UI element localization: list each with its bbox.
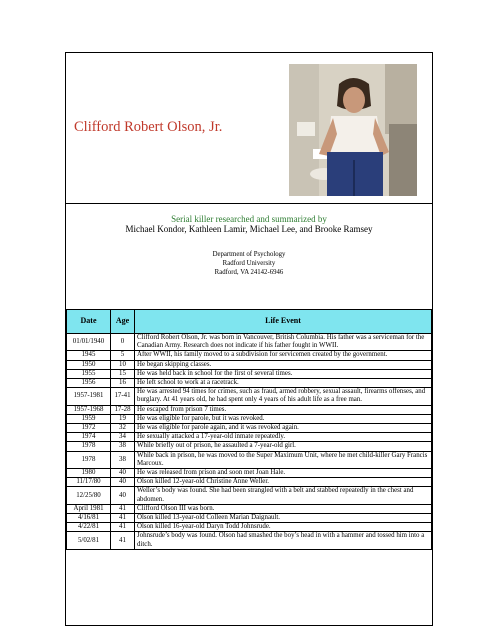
age-cell: 38 [111, 451, 135, 468]
table-row [67, 451, 432, 468]
table-row [67, 379, 432, 388]
date-cell: 1950 [67, 360, 111, 369]
date-cell: 5/02/81 [67, 532, 111, 549]
date-cell: 11/17/80 [67, 478, 111, 487]
subtitle: Serial killer researched and summarized by [171, 214, 327, 224]
table-row [67, 442, 432, 451]
event-cell: He escaped from prison 7 times. [135, 405, 432, 414]
date-cell: 1980 [67, 469, 111, 478]
age-cell: 0 [111, 334, 135, 351]
table-row [67, 469, 432, 478]
event-cell: He began skipping classes. [135, 360, 432, 369]
event-cell: He was arrested 94 times for crimes, such as fraud, armed robbery, sexual assault, firearms offenses, and burglary. At 41 years old, he had spent only 4 years of his adult life as a free man. [135, 388, 432, 405]
age-cell: 15 [111, 369, 135, 378]
table-row [67, 532, 432, 549]
authors: Michael Kondor, Kathleen Lamir, Michael Lee, and Brooke Ramsey [125, 224, 373, 234]
date-cell: 4/16/81 [67, 514, 111, 523]
table-row [67, 514, 432, 523]
table-row [67, 360, 432, 369]
age-cell: 38 [111, 442, 135, 451]
age-cell: 41 [111, 523, 135, 532]
header-life-event: Life Event [135, 310, 432, 334]
university-line: Radford University [222, 260, 276, 267]
table-row [67, 351, 432, 360]
department-block [66, 250, 432, 277]
table-row [67, 504, 432, 513]
age-cell: 17-41 [111, 388, 135, 405]
portrait-photo [289, 64, 417, 196]
event-cell: While back in prison, he was moved to the Super Maximum Unit, where he met child-killer Gary Francis Marcoux. [135, 451, 432, 468]
portrait-illustration [289, 64, 417, 196]
age-cell: 40 [111, 469, 135, 478]
date-cell: 1978 [67, 451, 111, 468]
event-cell: Olson killed 16-year-old Daryn Todd Johnsrude. [135, 523, 432, 532]
event-cell: After WWII, his family moved to a subdivision for servicemen created by the government. [135, 351, 432, 360]
document-frame [65, 52, 433, 626]
date-cell: April 1981 [67, 504, 111, 513]
date-cell: 1974 [67, 433, 111, 442]
event-cell: He was held back in school for the first of several times. [135, 369, 432, 378]
date-cell: 1972 [67, 424, 111, 433]
event-cell: Clifford Olson III was born. [135, 504, 432, 513]
age-cell: 40 [111, 478, 135, 487]
life-events-table [66, 309, 432, 550]
date-cell: 12/25/80 [67, 487, 111, 504]
table-header-row [67, 310, 432, 334]
table-row [67, 369, 432, 378]
document-title: Clifford Robert Olson, Jr. [74, 119, 223, 135]
event-cell: He was eligible for parole, but it was revoked. [135, 414, 432, 423]
header-age: Age [111, 310, 135, 334]
date-cell: 1957-1968 [67, 405, 111, 414]
event-cell: Clifford Robert Olson, Jr. was born in Vancouver, British Columbia. His father was a serviceman for the Canadian Army. Research does not indicate if his father fought in WWII. [135, 334, 432, 351]
age-cell: 41 [111, 532, 135, 549]
age-cell: 17-28 [111, 405, 135, 414]
table-row [67, 414, 432, 423]
age-cell: 34 [111, 433, 135, 442]
age-cell: 16 [111, 379, 135, 388]
event-cell: He sexually attacked a 17-year-old inmate repeatedly. [135, 433, 432, 442]
table-row [67, 388, 432, 405]
event-cell: He was released from prison and soon met Joan Hale. [135, 469, 432, 478]
table-row [67, 334, 432, 351]
event-cell: He left school to work at a racetrack. [135, 379, 432, 388]
date-cell: 1978 [67, 442, 111, 451]
address-line: Radford, VA 24142-6946 [214, 269, 284, 276]
table-row [67, 487, 432, 504]
age-cell: 41 [111, 514, 135, 523]
date-cell: 1959 [67, 414, 111, 423]
age-cell: 19 [111, 414, 135, 423]
date-cell: 1955 [67, 369, 111, 378]
event-cell: Olson killed 12-year-old Christine Anne Weller. [135, 478, 432, 487]
event-cell: He was eligible for parole again, and it was revoked again. [135, 424, 432, 433]
table-row [67, 424, 432, 433]
event-cell: While briefly out of prison, he assaulted a 7-year-old girl. [135, 442, 432, 451]
table-row [67, 523, 432, 532]
age-cell: 32 [111, 424, 135, 433]
age-cell: 41 [111, 504, 135, 513]
department-line: Department of Psychology [212, 251, 286, 258]
age-cell: 40 [111, 487, 135, 504]
header-date: Date [67, 310, 111, 334]
table-row [67, 405, 432, 414]
date-cell: 01/01/1940 [67, 334, 111, 351]
table-row [67, 478, 432, 487]
event-cell: Johnsrude’s body was found. Olson had smashed the boy’s head in with a hammer and tossed him into a ditch. [135, 532, 432, 549]
date-cell: 1956 [67, 379, 111, 388]
table-row [67, 433, 432, 442]
date-cell: 1945 [67, 351, 111, 360]
date-cell: 1957-1981 [67, 388, 111, 405]
age-cell: 10 [111, 360, 135, 369]
date-cell: 4/22/81 [67, 523, 111, 532]
event-cell: Olson killed 13-year-old Colleen Marian Daignault. [135, 514, 432, 523]
title-section [66, 53, 432, 203]
event-cell: Weller’s body was found. She had been strangled with a belt and stabbed repeatedly in the chest and abdomen. [135, 487, 432, 504]
age-cell: 5 [111, 351, 135, 360]
section-divider [66, 203, 432, 204]
